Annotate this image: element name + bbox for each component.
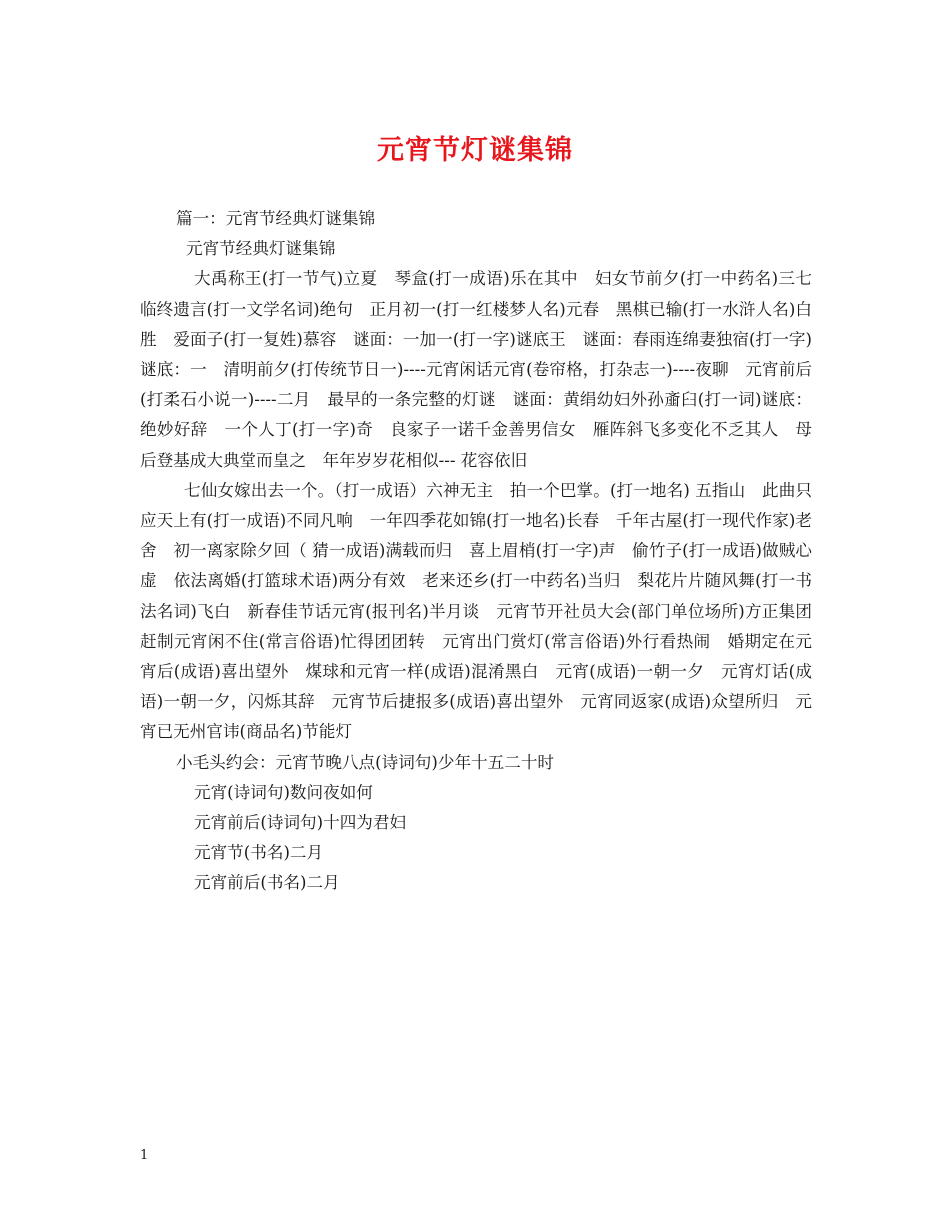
riddle-line: 元宵(诗词句)数问夜如何 [194, 782, 373, 802]
riddle-line: 元宵前后(诗词句)十四为君妇 [194, 813, 407, 833]
subheading: 元宵节经典灯谜集锦 [186, 239, 336, 259]
riddle-paragraph: 七仙女嫁出去一个。（打一成语）六神无主 拍一个巴掌。(打一地名) 五指山 此曲只应天上有(打一成语)不同凡响 一年四季花如锦(打一地名)长春 千年古屋(打一现代作家)老舍 初一离家除夕回（ 猜一成语)满载而归 喜上眉梢(打一字)声 偷竹子(打一成语)做贼心虚 依法离婚(打篮球术语)两分有效 老来还乡(打一中药名)当归 梨花片片随风舞(打一书法名词)飞白 新春佳节话元宵(报刊名)半月谈 元宵节开社员大会(部门单位场所)方正集团 赶制元宵闲不住(常言俗语)忙得团团转 元宵出门赏灯(常言俗语)外行看热闹 婚期定在元宵后(成语)喜出望外 煤球和元宵一样(成语)混淆黑白 元宵(成语)一朝一夕 元宵灯话(成语)一朝一夕，闪烁其辞 元宵节后捷报多(成语)喜出望外 元宵同返家(成语)众望所归 元宵已无州官讳(商品名)节能灯 [140, 480, 829, 742]
page-number: 1 [140, 1148, 149, 1163]
document-title: 元宵节灯谜集锦 [377, 135, 573, 166]
riddle-line: 元宵前后(书名)二月 [194, 873, 340, 893]
riddle-line: 元宵节(书名)二月 [194, 843, 324, 863]
riddle-line: 小毛头约会：元宵节晚八点(诗词句)少年十五二十时 [176, 752, 555, 772]
section-heading: 篇一：元宵节经典灯谜集锦 [176, 209, 376, 228]
document-body [140, 204, 829, 899]
riddle-paragraph: 大禹称王(打一节气)立夏 琴盒(打一成语)乐在其中 妇女节前夕(打一中药名)三七 临终遗言(打一文学名词)绝句 正月初一(打一红楼梦人名)元春 黑棋已输(打一水浒人名)白胜 爱面子(打一复姓)慕容 谜面：一加一(打一字)谜底王 谜面：春雨连绵妻独宿(打一字)谜底：一 清明前夕(打传统节日一)----元宵闲话元宵(卷帘格，打杂志一)----夜聊 元宵前后(打柔石小说一)----二月 最早的一条完整的灯谜 谜面：黄绢幼妇外孙齑臼(打一词)谜底：绝妙好辞 一个人丁(打一字)奇 良家子一诺千金善男信女 雁阵斜飞多变化不乏其人 母后登基成大典堂而皇之 年年岁岁花相似--- 花容依旧 [140, 269, 829, 470]
